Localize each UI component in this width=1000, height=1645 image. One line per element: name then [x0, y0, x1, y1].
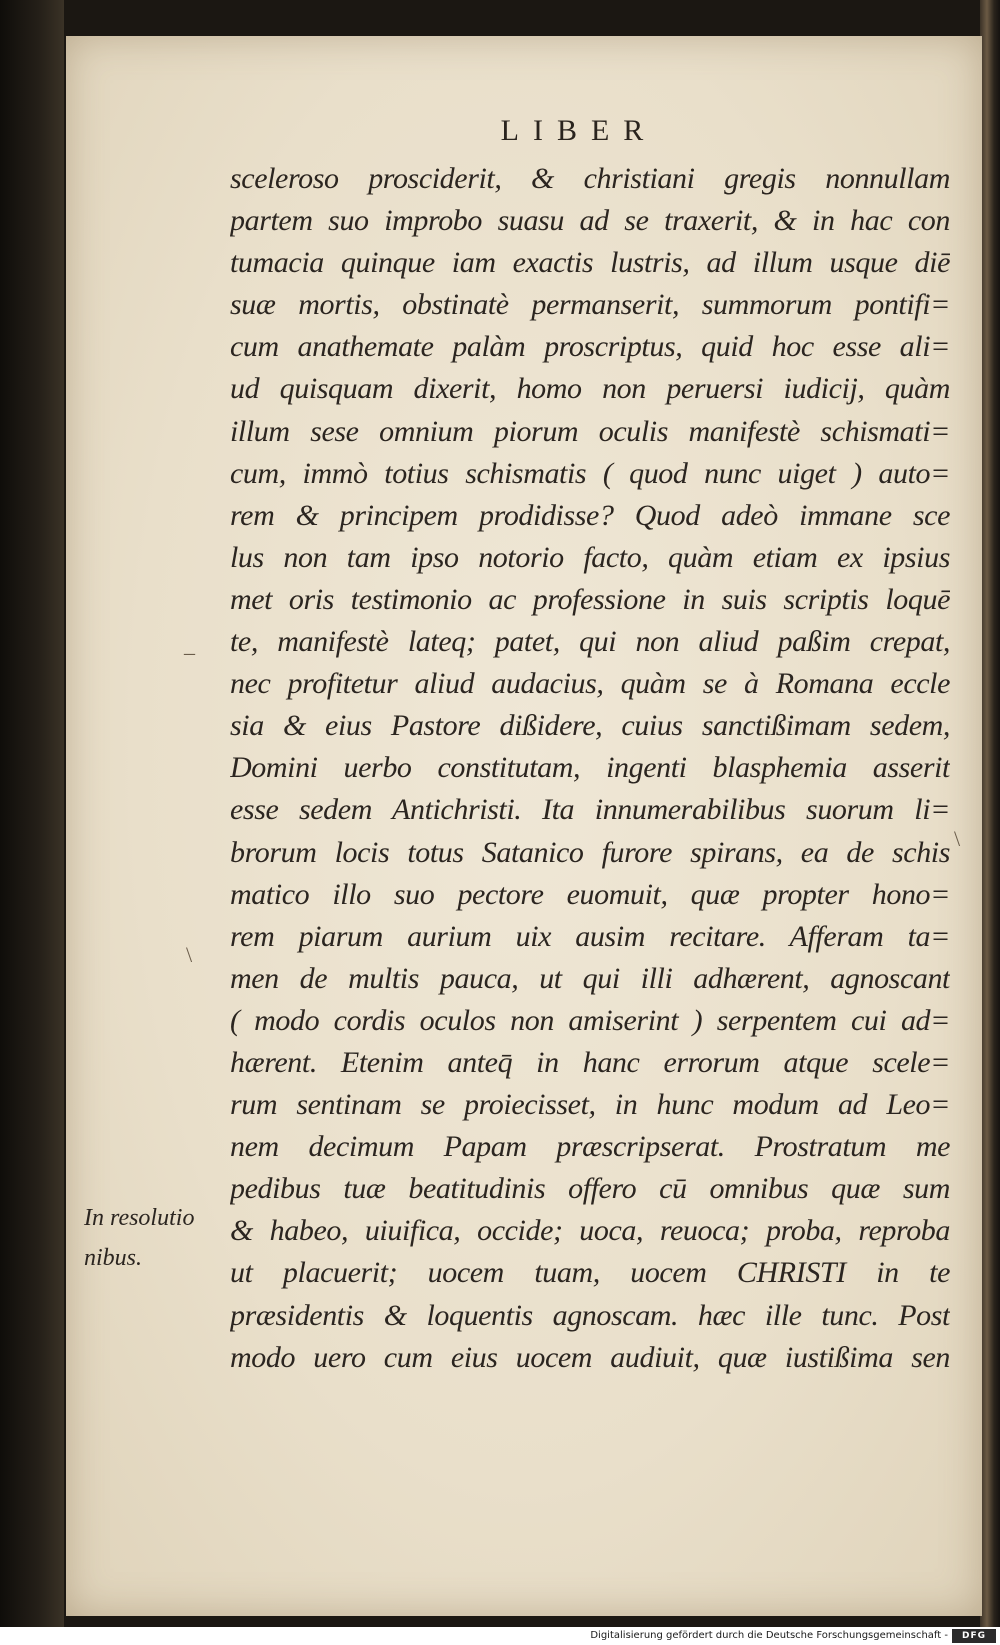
text-line: sia & eius Pastore dißidere, cuius sanctißimam sedem,	[230, 709, 950, 743]
text-line: & habeo, uiuifica, occide; uoca, reuoca; proba, reproba	[230, 1214, 950, 1248]
text-block	[230, 158, 950, 1379]
text-line: sceleroso prosciderit, & christiani gregis nonnullam	[230, 162, 950, 195]
text-line: rem & principem prodidisse? Quod adeò immane sce	[230, 498, 950, 532]
text-line: nem decimum Papam præscripserat. Prostratum me	[230, 1130, 950, 1164]
text-line: suæ mortis, obstinatè permanserit, summorum pontifi=	[230, 288, 950, 322]
dfg-logo: DFG	[952, 1629, 996, 1643]
scan-edge-right	[980, 0, 1000, 1645]
text-line: men de multis pauca, ut qui illi adhærent, agnoscant	[230, 961, 950, 995]
margin-dash-mark: _	[184, 632, 195, 657]
book-page	[66, 36, 982, 1616]
text-line: rem piarum aurium uix ausim recitare. Afferam ta=	[230, 919, 950, 953]
text-line: Domini uerbo constitutam, ingenti blasphemia asserit	[230, 751, 950, 785]
marginal-note-line: In resolutio	[84, 1205, 195, 1231]
text-line: præsidentis & loquentis agnoscam. hæc ille tunc. Post	[230, 1298, 950, 1332]
text-line: modo uero cum eius uocem audiuit, quæ iustißima sen	[230, 1340, 950, 1374]
text-line: lus non tam ipso notorio facto, quàm etiam ex ipsius	[230, 540, 950, 574]
text-line: cum anathemate palàm proscriptus, quid hoc esse ali=	[230, 330, 950, 364]
text-line: ud quisquam dixerit, homo non peruersi iudicij, quàm	[230, 372, 950, 406]
digitization-footer	[0, 1627, 1000, 1645]
text-line: partem suo improbo suasu ad se traxerit, & in hac con	[230, 204, 950, 238]
text-line: esse sedem Antichristi. Ita innumerabilibus suorum li=	[230, 793, 950, 827]
margin-tick-mark: \	[186, 942, 193, 967]
text-line: pedibus tuæ beatitudinis offero cū omnibus quæ sum	[230, 1172, 950, 1206]
text-line: hærent. Etenim anteq̄ in hanc errorum atque scele=	[230, 1045, 950, 1079]
text-line: ( modo cordis oculos non amiserint ) serpentem cui ad=	[230, 1003, 950, 1037]
text-line: matico illo suo pectore euomuit, quæ propter hono=	[230, 877, 950, 911]
text-line: met oris testimonio ac professione in suis scriptis loquē	[230, 582, 950, 616]
text-line: tumacia quinque iam exactis lustris, ad illum usque diē	[230, 246, 950, 280]
footer-text: Digitalisierung gefördert durch die Deutsche Forschungsgemeinschaft -	[590, 1630, 948, 1641]
text-line: cum, immò totius schismatis ( quod nunc uiget ) auto=	[230, 456, 950, 490]
text-line: te, manifestè lateq; patet, qui non aliud paßim crepat,	[230, 625, 950, 659]
text-line: brorum locis totus Satanico furore spirans, ea de schis	[230, 835, 950, 869]
scan-edge-left	[0, 0, 64, 1645]
text-line: ut placuerit; uocem tuam, uocem CHRISTI in te	[230, 1256, 950, 1290]
text-line: illum sese omnium piorum oculis manifestè schismati=	[230, 414, 950, 448]
text-line: nec profitetur aliud audacius, quàm se à Romana eccle	[230, 667, 950, 701]
marginal-note-line: nibus.	[84, 1245, 143, 1271]
margin-tick-mark: \	[954, 826, 961, 851]
text-line: rum sentinam se proiecisset, in hunc modum ad Leo=	[230, 1088, 950, 1122]
marginal-note	[84, 1198, 214, 1278]
running-head: LIBER	[500, 114, 658, 147]
